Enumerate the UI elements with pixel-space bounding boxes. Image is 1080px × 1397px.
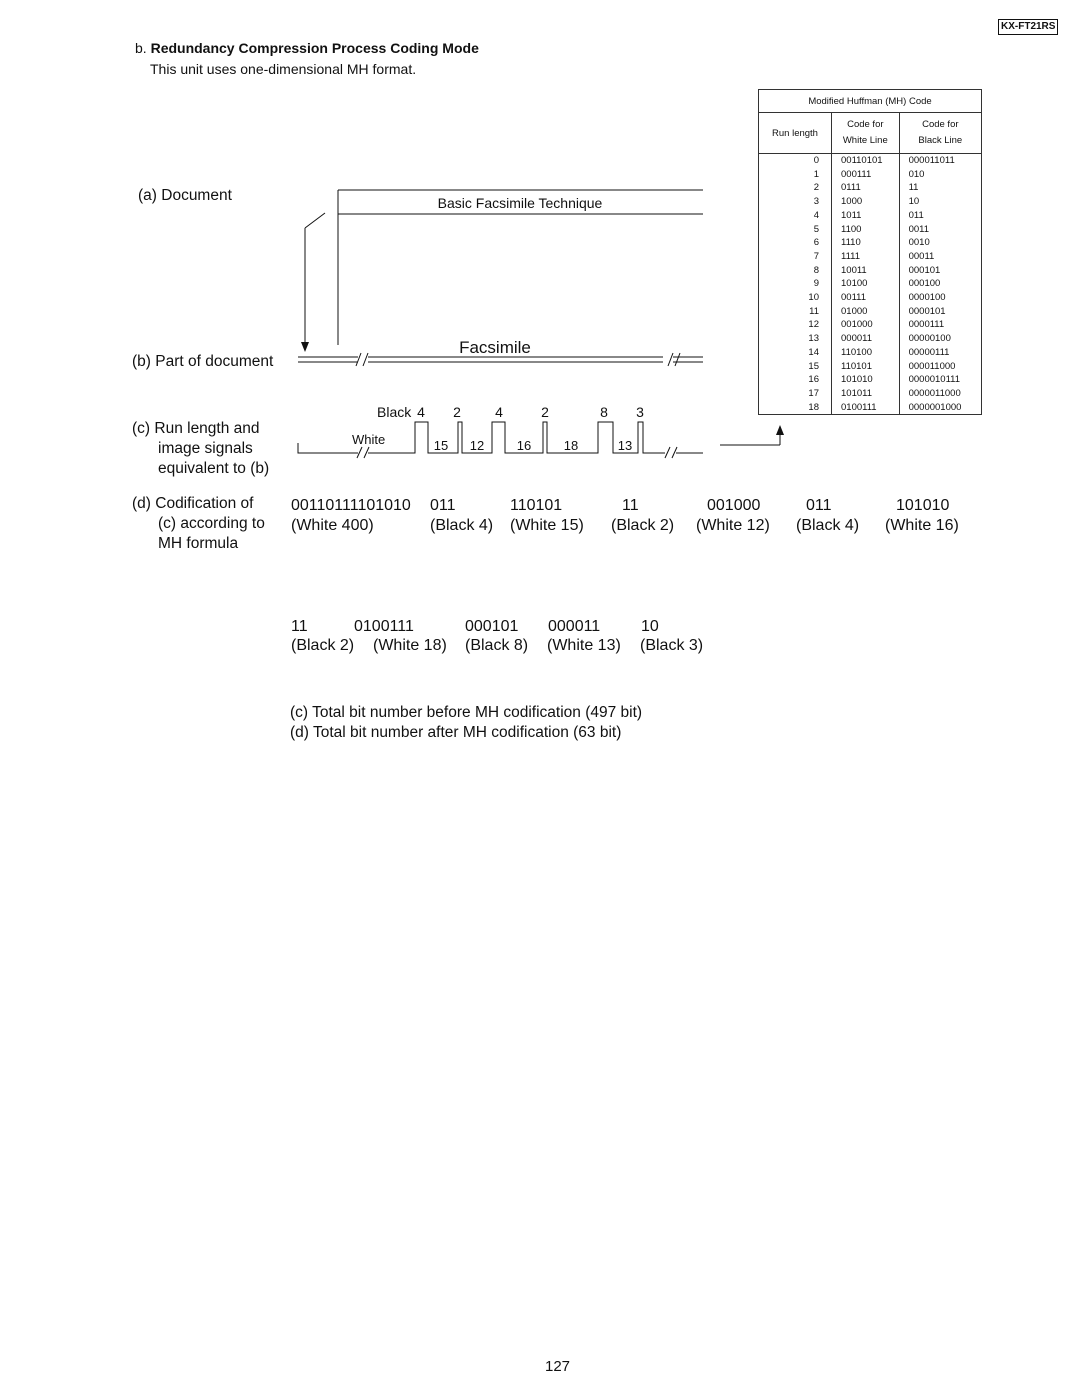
white-run-5: 13 (617, 438, 633, 453)
run-length-cell: 10 (759, 291, 832, 305)
mh-code: 11 (622, 497, 639, 514)
pointer-arrow-head (301, 342, 309, 352)
mh-code-description: (Black 3) (640, 637, 704, 654)
run-length-cell: 12 (759, 318, 832, 332)
mh-code-description: (Black 2) (291, 637, 355, 654)
run-length-cell: 18 (759, 401, 832, 415)
black-code-cell: 0000001000 (899, 401, 981, 415)
white-code-cell: 10100 (832, 277, 900, 291)
mh-table-row (759, 236, 982, 250)
mh-code: 001000 (707, 497, 761, 514)
white-code-cell: 001000 (832, 318, 900, 332)
black-code-cell: 0011 (899, 223, 981, 237)
run-length-cell: 0 (759, 154, 832, 168)
black-run-2: 2 (453, 404, 461, 420)
part-text: Facsimile (459, 338, 531, 357)
black-run-1: 4 (417, 404, 425, 420)
total-after: (d) Total bit number after MH codification (63 bit) (290, 724, 622, 741)
run-length-cell: 1 (759, 168, 832, 182)
mh-table-row (759, 209, 982, 223)
mh-table-row (759, 154, 982, 168)
col-black-header (899, 113, 981, 154)
run-length-cell: 4 (759, 209, 832, 223)
col-run-length: Run length (759, 113, 832, 154)
black-run-4: 2 (541, 404, 549, 420)
black-run-6: 3 (636, 404, 644, 420)
mh-code-description: (White 18) (373, 637, 447, 654)
pointer-arrow (305, 213, 325, 345)
black-code-cell: 000011000 (899, 360, 981, 374)
white-code-cell: 1111 (832, 250, 900, 264)
mh-code-description: (Black 4) (796, 517, 860, 534)
white-code-cell: 00110101 (832, 154, 900, 168)
black-code-cell: 000101 (899, 264, 981, 278)
black-code-cell: 0000101 (899, 305, 981, 319)
black-code-cell: 0010 (899, 236, 981, 250)
black-code-cell: 11 (899, 181, 981, 195)
mh-table-row (759, 250, 982, 264)
white-code-cell: 10011 (832, 264, 900, 278)
table-arrow (720, 432, 780, 445)
run-length-cell: 5 (759, 223, 832, 237)
mh-code: 110101 (510, 497, 563, 514)
section-title-text: Redundancy Compression Process Coding Mode (150, 40, 479, 56)
run-length-cell: 6 (759, 236, 832, 250)
mh-table-row (759, 346, 982, 360)
mh-table-body (759, 154, 982, 415)
run-length-cell: 9 (759, 277, 832, 291)
mh-code-description: (White 13) (547, 637, 621, 654)
mh-code-table (758, 89, 982, 415)
mh-table-row (759, 264, 982, 278)
white-run-1: 15 (433, 438, 449, 453)
mh-table-row (759, 291, 982, 305)
black-code-cell: 011 (899, 209, 981, 223)
mh-code: 011 (806, 497, 832, 514)
mh-table-row (759, 168, 982, 182)
white-run-2: 12 (469, 438, 485, 453)
run-length-cell: 8 (759, 264, 832, 278)
white-run-4: 18 (563, 438, 579, 453)
label-b: (b) Part of document (132, 353, 274, 370)
white-code-cell: 00111 (832, 291, 900, 305)
black-code-cell: 00000111 (899, 346, 981, 360)
white-code-cell: 0111 (832, 181, 900, 195)
black-code-cell: 0000100 (899, 291, 981, 305)
section-intro: This unit uses one-dimensional MH format. (150, 61, 417, 77)
run-length-cell: 15 (759, 360, 832, 374)
run-length-cell: 14 (759, 346, 832, 360)
mh-code: 000011 (548, 618, 601, 635)
white-code-cell: 1000 (832, 195, 900, 209)
label-d-line3: MH formula (158, 535, 239, 552)
black-code-cell: 010 (899, 168, 981, 182)
label-c-line3: equivalent to (b) (158, 460, 270, 477)
run-length-cell: 16 (759, 373, 832, 387)
white-code-cell: 01000 (832, 305, 900, 319)
page-number: 127 (545, 1358, 571, 1375)
black-code-cell: 0000010111 (899, 373, 981, 387)
run-length-cell: 2 (759, 181, 832, 195)
mh-code-description: (White 15) (510, 517, 584, 534)
mh-code-description: (White 12) (696, 517, 770, 534)
black-code-cell: 0000011000 (899, 387, 981, 401)
col-white-header (832, 113, 900, 154)
white-code-cell: 0100111 (832, 401, 900, 415)
label-c-line1: (c) Run length and (132, 420, 260, 437)
white-code-cell: 1100 (832, 223, 900, 237)
table-arrow-head (776, 425, 784, 435)
black-code-cell: 000100 (899, 277, 981, 291)
white-code-cell: 1110 (832, 236, 900, 250)
label-d-line2: (c) according to (158, 515, 265, 532)
mh-table-row (759, 223, 982, 237)
mh-table-row (759, 332, 982, 346)
white-code-cell: 110101 (832, 360, 900, 374)
document-text: Basic Facsimile Technique (437, 195, 603, 211)
mh-code-description: (Black 4) (430, 517, 494, 534)
white-code-cell: 1011 (832, 209, 900, 223)
black-label: Black (377, 404, 412, 420)
col-white-line1: Code for (847, 119, 884, 130)
label-c-line2: image signals (158, 440, 253, 457)
col-black-line2: Black Line (918, 135, 963, 146)
black-run-5: 8 (600, 404, 608, 420)
total-before: (c) Total bit number before MH codification (497 bit) (290, 704, 643, 721)
black-code-cell: 00000100 (899, 332, 981, 346)
white-code-cell: 000011 (832, 332, 900, 346)
black-code-cell: 00011 (899, 250, 981, 264)
mh-code-description: (White 400) (291, 517, 374, 534)
run-length-cell: 11 (759, 305, 832, 319)
label-a: (a) Document (138, 187, 232, 204)
run-length-cell: 17 (759, 387, 832, 401)
mh-table-row (759, 318, 982, 332)
label-d-line1: (d) Codification of (132, 495, 254, 512)
black-code-cell: 0000111 (899, 318, 981, 332)
mh-table-row (759, 195, 982, 209)
mh-table-row (759, 360, 982, 374)
document-box (338, 190, 703, 345)
mh-table-row (759, 305, 982, 319)
mh-code: 101010 (896, 497, 950, 514)
mh-table-row (759, 373, 982, 387)
mh-table-row (759, 181, 982, 195)
black-run-3: 4 (495, 404, 503, 420)
black-code-cell: 10 (899, 195, 981, 209)
col-black-line1: Code for (922, 119, 959, 130)
model-number: KX-FT21RS (998, 19, 1058, 35)
run-length-cell: 13 (759, 332, 832, 346)
white-label: White (352, 432, 386, 447)
black-code-cell: 000011011 (899, 154, 981, 168)
mh-code: 011 (430, 497, 456, 514)
mh-code: 00110111101010 (291, 497, 411, 514)
white-code-cell: 000111 (832, 168, 900, 182)
mh-table-row (759, 277, 982, 291)
white-run-3: 16 (516, 438, 532, 453)
white-code-cell: 110100 (832, 346, 900, 360)
mh-code-description: (Black 8) (465, 637, 529, 654)
mh-code-description: (Black 2) (611, 517, 675, 534)
col-white-line2: White Line (842, 135, 888, 146)
mh-table-row (759, 387, 982, 401)
mh-table-row (759, 401, 982, 415)
mh-table-title: Modified Huffman (MH) Code (759, 90, 982, 113)
mh-code: 000101 (465, 618, 519, 635)
white-code-cell: 101010 (832, 373, 900, 387)
mh-code: 10 (641, 618, 659, 635)
mh-code: 0100111 (354, 618, 414, 635)
mh-code-description: (White 16) (885, 517, 959, 534)
run-length-cell: 7 (759, 250, 832, 264)
mh-code: 11 (291, 618, 308, 635)
section-prefix: b. (135, 40, 147, 56)
run-length-cell: 3 (759, 195, 832, 209)
white-code-cell: 101011 (832, 387, 900, 401)
